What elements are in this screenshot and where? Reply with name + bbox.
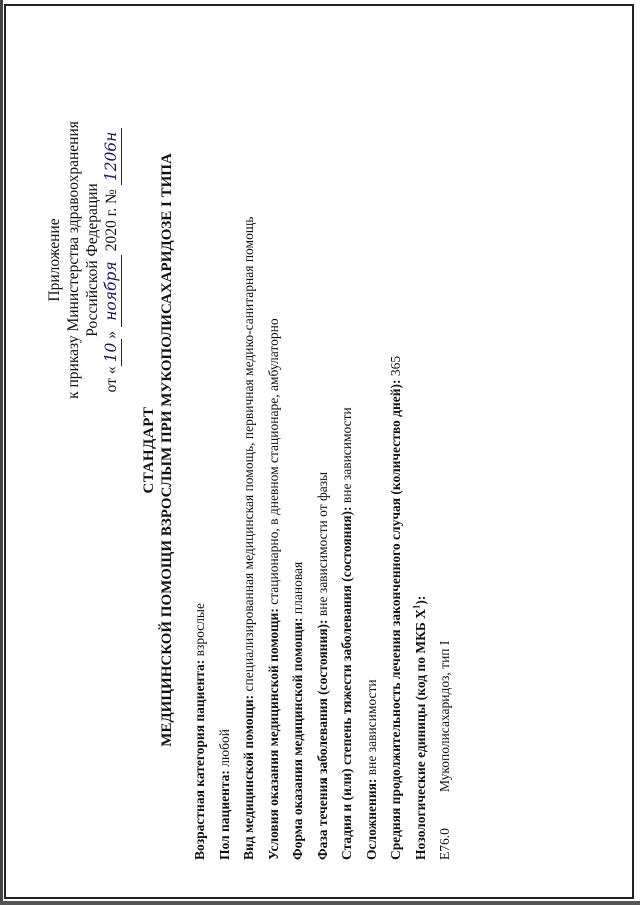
order-number-handwritten: 1206н	[102, 128, 122, 186]
nosology-row	[433, 60, 457, 860]
date-quote: »	[103, 330, 120, 339]
field-sex: Пол пациента: любой	[216, 729, 232, 860]
appendix-date-line	[102, 100, 122, 420]
field-care-conditions: Условия оказания медицинской помощи: стационарно, в дневном стационаре, амбулаторно	[265, 318, 281, 860]
field-disease-phase: Фаза течения заболевания (состояния): вне зависимости от фазы	[314, 471, 330, 860]
document-page	[45, 40, 495, 860]
field-care-type: Вид медицинской помощи: специализированная медицинская помощь, первичная медико-санитарная помощь	[241, 216, 256, 860]
field-complications: Осложнения: вне зависимости	[363, 679, 379, 860]
title-standard: СТАНДАРТ	[141, 406, 157, 494]
field-care-form: Форма оказания медицинской помощи: плановая	[290, 561, 305, 860]
date-month-handwritten: ноября	[102, 255, 122, 327]
appendix-order-line: к приказу Министерства здравоохранения	[65, 121, 82, 399]
appendix-title: Приложение	[46, 218, 63, 302]
field-disease-stage: Стадия и (или) степень тяжести заболевания (состояния): вне зависимости	[339, 407, 354, 860]
scan-edge-bottom	[0, 901, 640, 905]
scan-edge-left	[0, 0, 3, 905]
field-age-category: Возрастная категория пациента: взрослые	[192, 603, 207, 860]
date-day-handwritten: 10	[102, 339, 122, 367]
standard-fields	[188, 60, 457, 860]
icd-code: E76.0	[437, 828, 452, 860]
document-title	[140, 40, 176, 860]
date-year: 2020 г. №	[103, 189, 120, 252]
appendix-header	[45, 100, 122, 420]
field-treatment-duration: Средняя продолжительность лечения законченного случая (количество дней): 365	[388, 355, 403, 860]
title-subject: МЕДИЦИНСКОЙ ПОМОЩИ ВЗРОСЛЫМ ПРИ МУКОПОЛИСАХАРИДОЗЕ I ТИПА	[159, 153, 175, 747]
field-nosology-heading: Нозологические единицы (код по МКБ $X^1$):	[411, 595, 428, 860]
icd-name: Мукополисахаридоз, тип I	[437, 640, 452, 792]
date-prefix: от «	[103, 366, 120, 393]
appendix-federation-line: Российской Федерации	[84, 183, 101, 337]
